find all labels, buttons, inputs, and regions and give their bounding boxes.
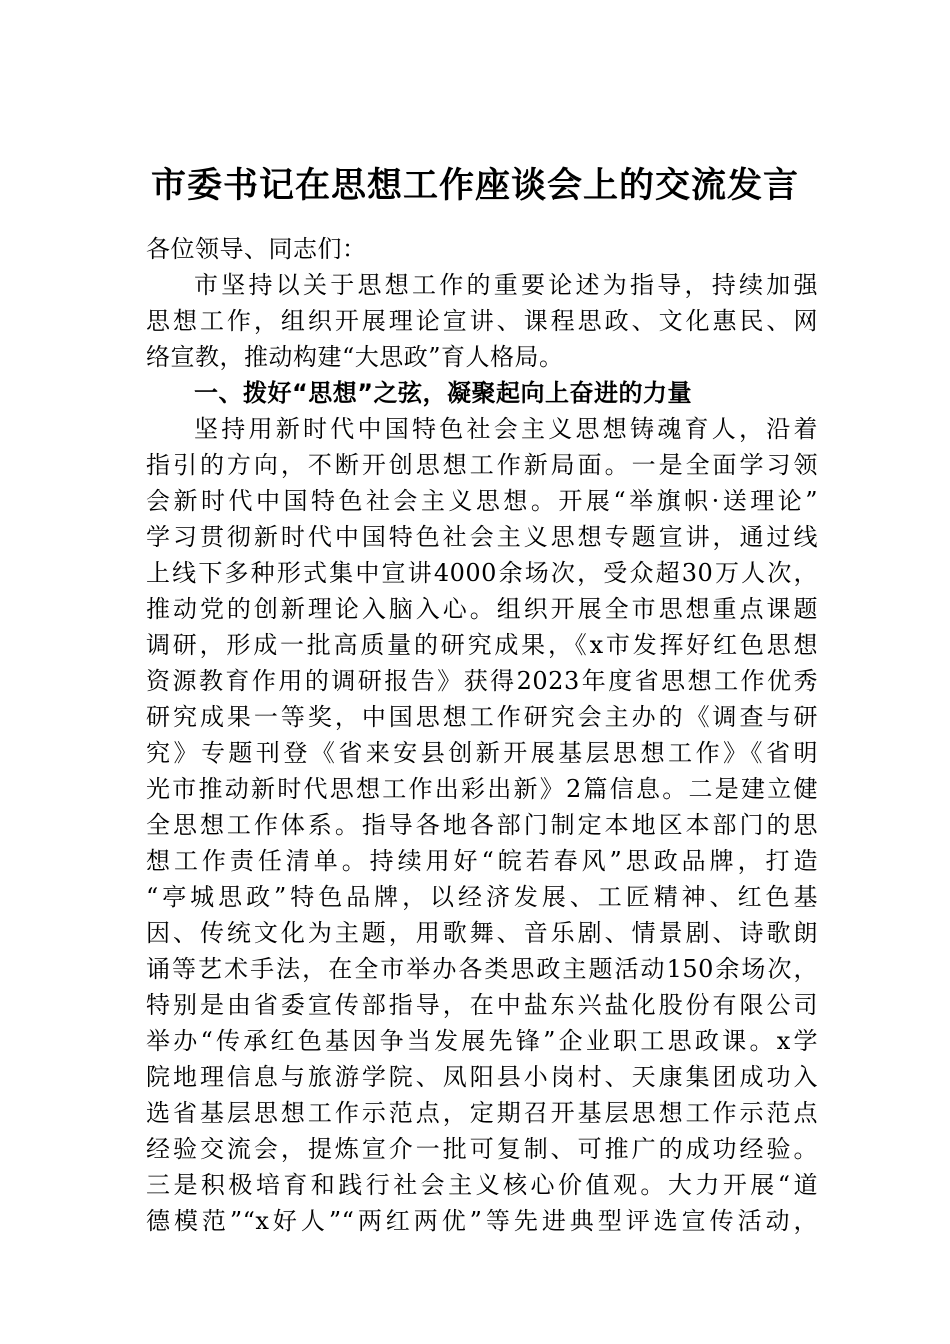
intro-line: 思想工作，组织开展理论宣讲、课程思政、文化惠民、网 [146, 307, 818, 335]
salutation: 各位领导、同志们： [146, 235, 367, 263]
paragraph-line: 资源教育作用的调研报告》获得2023年度省思想工作优秀 [146, 667, 818, 695]
paragraph-line: 经验交流会，提炼宣介一批可复制、可推广的成功经验。 [146, 1135, 818, 1163]
paragraph-line: 院地理信息与旅游学院、凤阳县小岗村、天康集团成功入 [146, 1063, 818, 1091]
paragraph-line: 德模范”“x好人”“两红两优”等先进典型评选宣传活动， [146, 1207, 818, 1235]
paragraph-line: 指引的方向，不断开创思想工作新局面。一是全面学习领 [146, 451, 818, 479]
paragraph-line: 究》专题刊登《省来安县创新开展基层思想工作》《省明 [146, 739, 818, 767]
paragraph-line: 学习贯彻新时代中国特色社会主义思想专题宣讲，通过线 [146, 523, 818, 551]
paragraph-line: 因、传统文化为主题，用歌舞、音乐剧、情景剧、诗歌朗 [146, 919, 818, 947]
paragraph-line: 研究成果一等奖，中国思想工作研究会主办的《调查与研 [146, 703, 818, 731]
paragraph-line: 推动党的创新理论入脑入心。组织开展全市思想重点课题 [146, 595, 818, 623]
paragraph-line: 光市推动新时代思想工作出彩出新》2篇信息。二是建立健 [146, 775, 818, 803]
document-title: 市委书记在思想工作座谈会上的交流发言 [150, 165, 799, 206]
section-heading: 一、拨好“思想”之弦，凝聚起向上奋进的力量 [194, 379, 693, 407]
paragraph-line: 举办“传承红色基因争当发展先锋”企业职工思政课。x学 [146, 1027, 818, 1055]
paragraph-line: 诵等艺术手法，在全市举办各类思政主题活动150余场次， [146, 955, 818, 983]
paragraph-line: “亭城思政”特色品牌，以经济发展、工匠精神、红色基 [146, 883, 818, 911]
intro-line: 市坚持以关于思想工作的重要论述为指导，持续加强 [194, 271, 818, 299]
paragraph-line: 选省基层思想工作示范点，定期召开基层思想工作示范点 [146, 1099, 818, 1127]
paragraph-line: 特别是由省委宣传部指导，在中盐东兴盐化股份有限公司 [146, 991, 818, 1019]
paragraph-line: 三是积极培育和践行社会主义核心价值观。大力开展“道 [146, 1171, 818, 1199]
paragraph-line: 调研，形成一批高质量的研究成果，《x市发挥好红色思想 [146, 631, 818, 659]
paragraph-line: 想工作责任清单。持续用好“皖若春风”思政品牌，打造 [146, 847, 818, 875]
intro-line: 络宣教，推动构建“大思政”育人格局。 [146, 343, 564, 371]
paragraph-line: 会新时代中国特色社会主义思想。开展“举旗帜·送理论” [146, 487, 818, 515]
document-body [146, 231, 818, 1239]
paragraph-line: 上线下多种形式集中宣讲4000余场次，受众超30万人次， [146, 559, 818, 587]
paragraph-line: 坚持用新时代中国特色社会主义思想铸魂育人，沿着 [194, 415, 818, 443]
paragraph-line: 全思想工作体系。指导各地各部门制定本地区本部门的思 [146, 811, 818, 839]
